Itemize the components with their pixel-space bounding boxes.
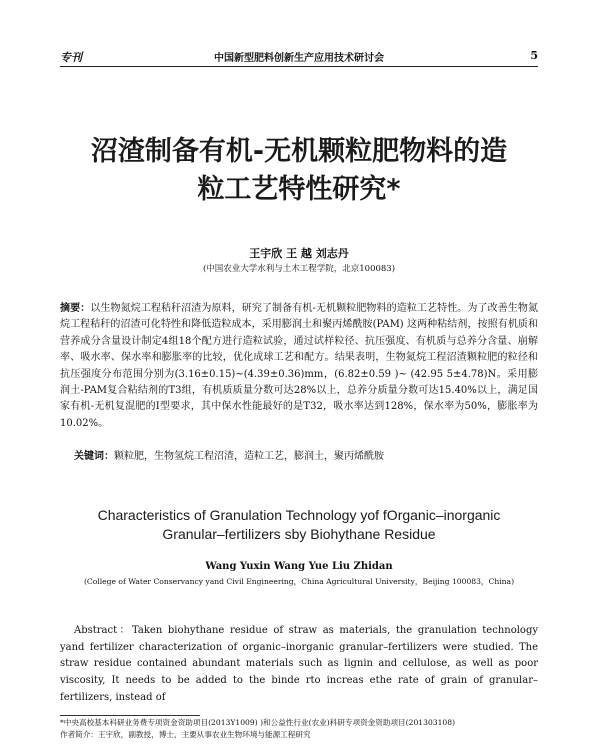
footnote-funding: *中央高校基本科研业务费专项资金资助项目(2013Y1009) )和公益性行业(农业)科研专项资金资助项目(201303108) — [60, 718, 456, 727]
chinese-abstract-label: 摘要： — [60, 303, 91, 314]
english-title — [60, 506, 538, 544]
chinese-title — [60, 133, 538, 209]
chinese-keywords-label: 关键词： — [74, 451, 114, 462]
footnote-author-bio: 作者简介：王宇欣，副教授，博士，主要从事农业生物环境与能源工程研究 — [60, 730, 311, 739]
chinese-authors: 王宇欣 王 越 刘志丹 — [249, 247, 349, 260]
chinese-abstract-text: 以生物氮烷工程秸秆沼渣为原料，研究了制备有机-无机颗粒肥物料的造粒工艺特性。为了改善生物氮烷工程秸秆的沼渣可化特性和降低造粒成本，采用膨润土和聚丙烯酰胺(PAM) 这两种粘结剂，按照有机质和营养成分含量设计制定4组18个配方进行造粒试验，通过试样粒径、抗压强度、有机质与总养分含量、崩解率、吸水率、保水率和膨胀率的比较，优化成球工艺和配方。结果表明，生物氮烷工程沼渣颗粒肥的粒径和抗压强度分布范围分别为(3.16±0.15)~(4.39±0.36)mm，(6.82±0.59 )~ (42.95 5±4.78)N。采用膨润土-PAM复合粘结剂的T3组，有机质质量分数可达28%以上，总养分质量分数可达15.40%以上，满足国家有机-无机复混肥的Ⅰ型要求，其中保水性能最好的是T32，吸水率达到128%，保水率为50%，膨胀率为10.02%。 — [60, 303, 538, 429]
english-affiliation: (College of Water Conservancy yand Civil Engineering，China Agricultural University，Beijing 100083，China) — [83, 577, 515, 586]
english-title-line-1: Characteristics of Granulation Technology yof fOrganic–inorganic — [97, 507, 501, 523]
chinese-title-line-1: 沼渣制备有机-无机颗粒肥物料的造 — [90, 136, 508, 167]
header-rule — [60, 66, 538, 67]
chinese-affiliation: (中国农业大学水利与土木工程学院，北京100083) — [202, 264, 396, 274]
english-abstract: Abstract：Taken biohythane residue of straw as materials, the granulation technology yand fertilizer characterization of organic–inorganic granular–fertilizers were studied. The straw residue contained abundant materials such as lignin and cellulose, as well as poor viscosity, It needs to be added to the binde rto increas ethe rate of grain of granular–fertilizers, instead of — [60, 625, 538, 703]
conference-name: 中国新型肥料创新生产应用技术研讨会 — [214, 53, 384, 64]
footnote-rule — [60, 715, 200, 716]
chinese-abstract — [60, 301, 538, 432]
page-number: 5 — [530, 49, 538, 62]
chinese-keywords-text: 颗粒肥，生物氢烷工程沼渣，造粒工艺，膨润土，聚丙烯酰胺 — [114, 451, 384, 462]
running-header — [60, 49, 538, 65]
english-authors: Wang Yuxin Wang Yue Liu Zhidan — [205, 561, 393, 572]
english-title-line-2: Granular–fertilizers sby Biohythane Residue — [162, 526, 436, 542]
chinese-keywords — [74, 449, 538, 465]
chinese-title-line-2: 粒工艺特性研究* — [197, 174, 401, 205]
journal-section-label: 专刊 — [60, 51, 82, 64]
footnote — [60, 717, 538, 741]
